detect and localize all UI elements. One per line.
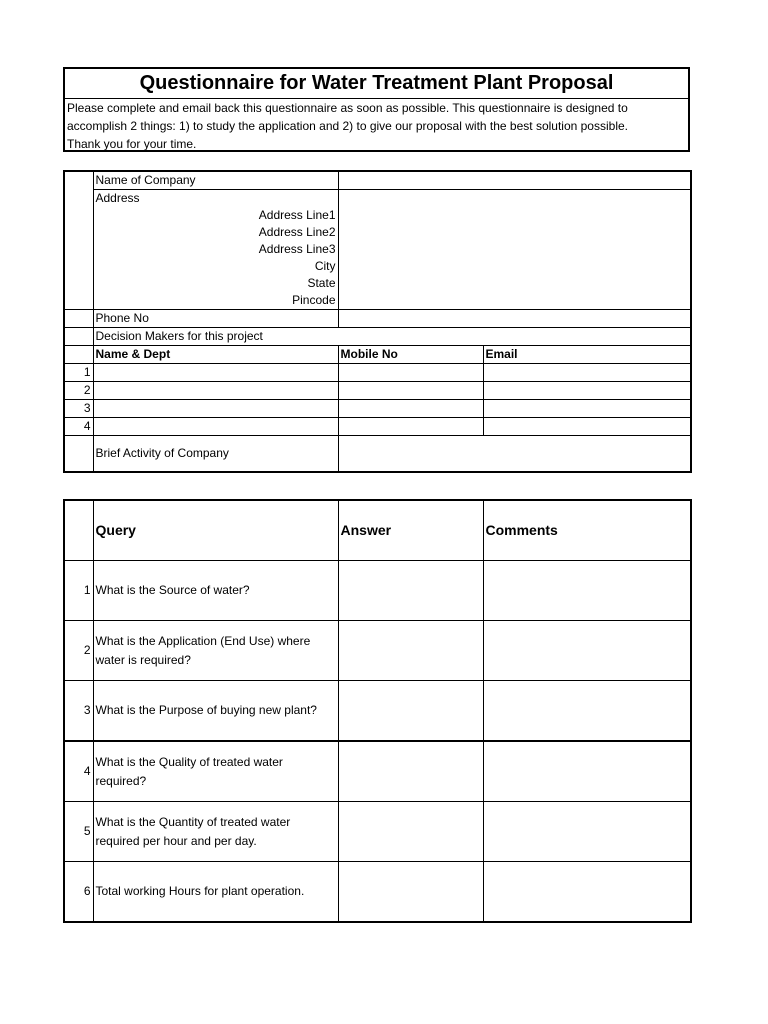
company-info-table bbox=[63, 170, 692, 473]
row-number-cell bbox=[64, 258, 93, 275]
query-number: 1 bbox=[64, 561, 93, 621]
decision-maker-number: 2 bbox=[64, 382, 93, 400]
row-number-cell bbox=[64, 190, 93, 208]
intro-box bbox=[63, 67, 690, 152]
query-text: What is the Application (End Use) where water is required? bbox=[93, 621, 338, 681]
decision-maker-mobile-field[interactable] bbox=[338, 400, 483, 418]
comments-field[interactable] bbox=[483, 862, 691, 923]
decision-maker-number: 4 bbox=[64, 418, 93, 436]
activity-field[interactable] bbox=[338, 436, 691, 473]
row-number-cell bbox=[64, 241, 93, 258]
decision-maker-name-field[interactable] bbox=[93, 400, 338, 418]
intro-line: Thank you for your time. bbox=[67, 137, 197, 151]
row-number-cell bbox=[64, 292, 93, 310]
row-number-cell bbox=[64, 207, 93, 224]
comments-field[interactable] bbox=[483, 802, 691, 862]
query-number: 6 bbox=[64, 862, 93, 923]
address-field[interactable] bbox=[338, 190, 691, 310]
row-number-cell bbox=[64, 310, 93, 328]
decision-maker-email-field[interactable] bbox=[483, 400, 691, 418]
pincode-label: Pincode bbox=[93, 292, 338, 310]
row-number-cell bbox=[64, 500, 93, 561]
decision-makers-label: Decision Makers for this project bbox=[93, 328, 691, 346]
city-label: City bbox=[93, 258, 338, 275]
query-text: What is the Quantity of treated water required per hour and per day. bbox=[93, 802, 338, 862]
query-table bbox=[63, 499, 692, 923]
query-text: What is the Purpose of buying new plant? bbox=[93, 681, 338, 742]
column-query: Query bbox=[93, 500, 338, 561]
row-number-cell bbox=[64, 224, 93, 241]
decision-maker-email-field[interactable] bbox=[483, 364, 691, 382]
decision-maker-mobile-field[interactable] bbox=[338, 418, 483, 436]
comments-field[interactable] bbox=[483, 741, 691, 802]
query-number: 4 bbox=[64, 741, 93, 802]
intro-line: accomplish 2 things: 1) to study the application and 2) to give our proposal with the best solution possible. bbox=[67, 119, 628, 133]
column-comments: Comments bbox=[483, 500, 691, 561]
decision-maker-email-field[interactable] bbox=[483, 418, 691, 436]
company-name-label: Name of Company bbox=[93, 171, 338, 190]
column-mobile: Mobile No bbox=[338, 346, 483, 364]
row-number-cell bbox=[64, 346, 93, 364]
comments-field[interactable] bbox=[483, 681, 691, 742]
answer-field[interactable] bbox=[338, 862, 483, 923]
column-name-dept: Name & Dept bbox=[93, 346, 338, 364]
decision-maker-mobile-field[interactable] bbox=[338, 364, 483, 382]
decision-maker-number: 1 bbox=[64, 364, 93, 382]
answer-field[interactable] bbox=[338, 561, 483, 621]
column-answer: Answer bbox=[338, 500, 483, 561]
address-line2-label: Address Line2 bbox=[93, 224, 338, 241]
address-line3-label: Address Line3 bbox=[93, 241, 338, 258]
row-number-cell bbox=[64, 171, 93, 190]
query-number: 3 bbox=[64, 681, 93, 742]
decision-maker-name-field[interactable] bbox=[93, 364, 338, 382]
decision-maker-name-field[interactable] bbox=[93, 418, 338, 436]
decision-maker-number: 3 bbox=[64, 400, 93, 418]
address-line1-label: Address Line1 bbox=[93, 207, 338, 224]
decision-maker-email-field[interactable] bbox=[483, 382, 691, 400]
answer-field[interactable] bbox=[338, 802, 483, 862]
query-number: 2 bbox=[64, 621, 93, 681]
decision-maker-name-field[interactable] bbox=[93, 382, 338, 400]
company-name-field[interactable] bbox=[338, 171, 691, 190]
activity-label: Brief Activity of Company bbox=[93, 436, 338, 473]
query-text: Total working Hours for plant operation. bbox=[93, 862, 338, 923]
column-email: Email bbox=[483, 346, 691, 364]
address-label: Address bbox=[93, 190, 338, 208]
query-number: 5 bbox=[64, 802, 93, 862]
state-label: State bbox=[93, 275, 338, 292]
intro-line: Please complete and email back this questionnaire as soon as possible. This questionnaire is designed to bbox=[67, 101, 628, 115]
decision-maker-mobile-field[interactable] bbox=[338, 382, 483, 400]
comments-field[interactable] bbox=[483, 561, 691, 621]
query-text: What is the Quality of treated water required? bbox=[93, 741, 338, 802]
intro-text bbox=[65, 99, 688, 153]
row-number-cell bbox=[64, 328, 93, 346]
comments-field[interactable] bbox=[483, 621, 691, 681]
answer-field[interactable] bbox=[338, 741, 483, 802]
query-text: What is the Source of water? bbox=[93, 561, 338, 621]
phone-label: Phone No bbox=[93, 310, 338, 328]
form-title: Questionnaire for Water Treatment Plant Proposal bbox=[65, 69, 688, 99]
answer-field[interactable] bbox=[338, 621, 483, 681]
row-number-cell bbox=[64, 436, 93, 473]
phone-field[interactable] bbox=[338, 310, 691, 328]
answer-field[interactable] bbox=[338, 681, 483, 742]
row-number-cell bbox=[64, 275, 93, 292]
